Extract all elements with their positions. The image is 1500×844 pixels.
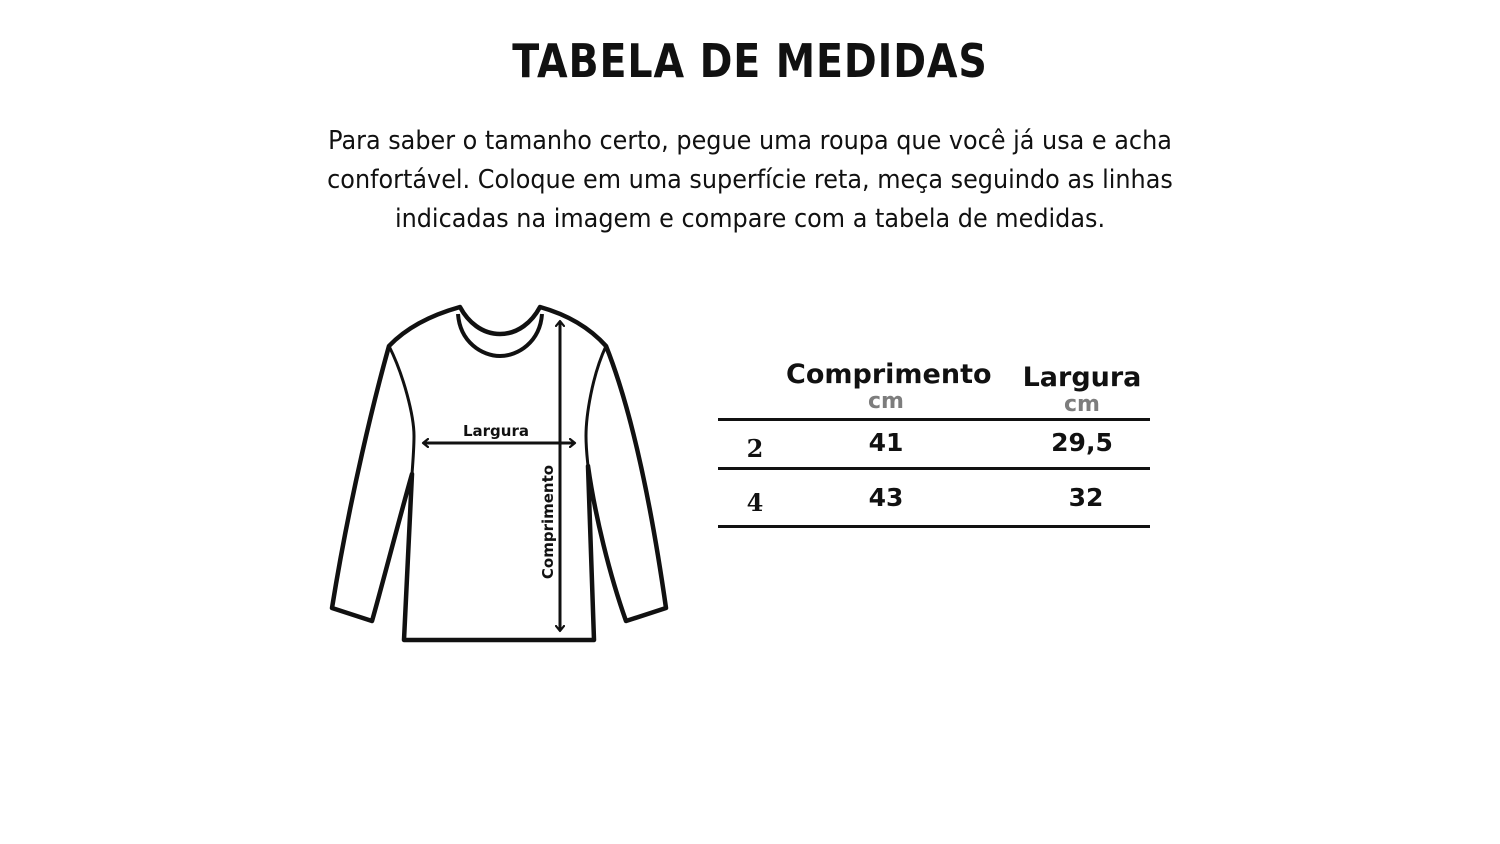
header-comprimento bbox=[786, 359, 992, 414]
page-title: TABELA DE MEDIDAS bbox=[512, 34, 988, 88]
intro-line-1: Para saber o tamanho certo, pegue uma roupa que você já usa e acha bbox=[328, 126, 1172, 156]
header-comprimento-label: Comprimento bbox=[786, 359, 992, 390]
header-largura-unit: cm bbox=[1064, 392, 1100, 417]
size-cell: 4 bbox=[746, 488, 764, 517]
size-cell: 2 bbox=[746, 434, 764, 463]
shirt-diagram bbox=[320, 296, 680, 652]
intro-line-2: confortável. Coloque em uma superfície reta, meça seguindo as linhas bbox=[327, 165, 1173, 195]
comprimento-cell: 43 bbox=[868, 483, 904, 512]
intro-text bbox=[290, 122, 1210, 239]
largura-cell: 29,5 bbox=[1051, 428, 1113, 457]
largura-cell: 32 bbox=[1068, 483, 1104, 512]
intro-line-3: indicadas na imagem e compare com a tabela de medidas. bbox=[394, 204, 1106, 234]
header-largura-label: Largura bbox=[1022, 362, 1142, 393]
table-rule-top bbox=[718, 418, 1150, 421]
width-label: Largura bbox=[462, 422, 530, 440]
table-rule-middle bbox=[718, 467, 1150, 470]
comprimento-cell: 41 bbox=[868, 428, 904, 457]
length-label: Comprimento bbox=[539, 464, 557, 580]
table-rule-bottom bbox=[718, 525, 1150, 528]
header-comprimento-unit: cm bbox=[868, 389, 904, 414]
header-largura bbox=[1012, 363, 1152, 417]
